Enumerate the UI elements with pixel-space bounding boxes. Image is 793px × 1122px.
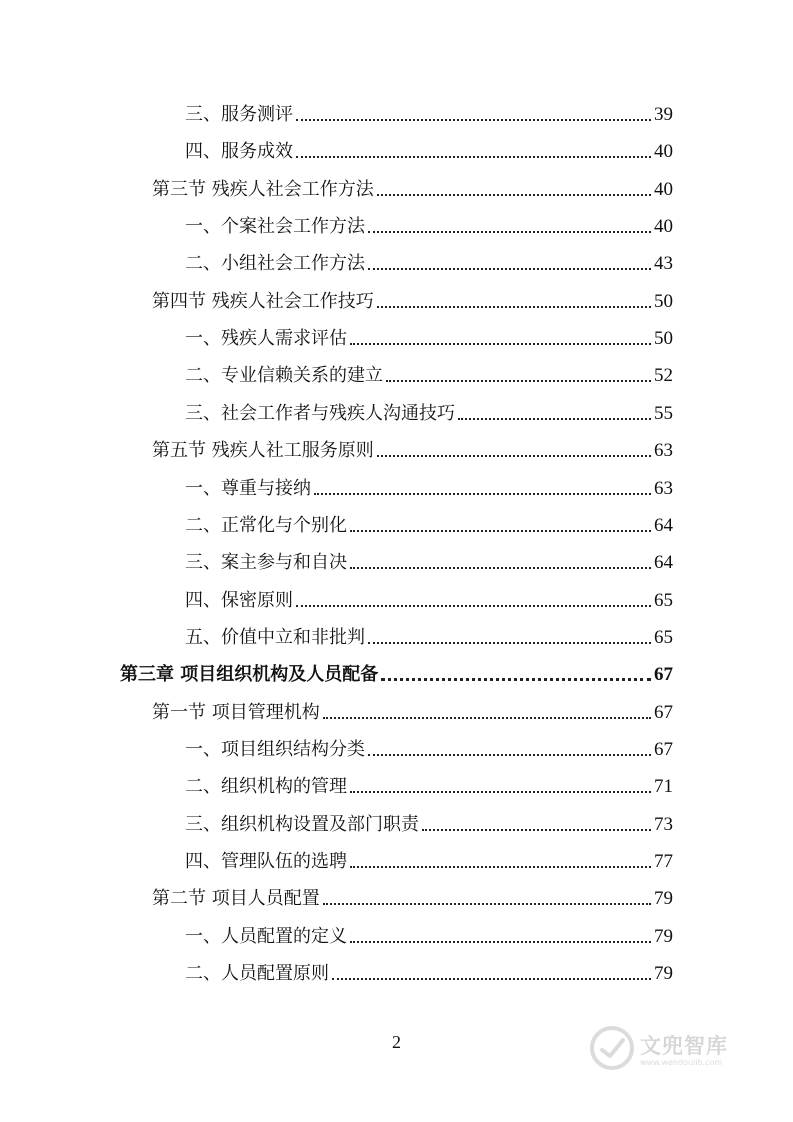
- toc-dot-leader: [377, 194, 651, 196]
- toc-entry[interactable]: [185, 922, 673, 948]
- toc-entry-label: 一、人员配置的定义: [185, 925, 347, 947]
- toc-entry-page: 63: [654, 477, 673, 499]
- toc-entry-page: 73: [654, 813, 673, 835]
- toc-entry-label: 四、管理队伍的选聘: [185, 851, 347, 872]
- toc-entry-page: 67: [654, 738, 673, 760]
- toc-dot-leader: [350, 866, 651, 868]
- toc-dot-leader: [350, 530, 651, 532]
- watermark-logo-icon: [590, 1026, 634, 1070]
- toc-entry-page: 64: [654, 552, 673, 574]
- toc-entry[interactable]: [185, 324, 673, 350]
- toc-entry-label: 第三节 残疾人社会工作方法: [152, 178, 374, 200]
- toc-entry-page: 64: [654, 514, 673, 536]
- toc-entry-label: 五、价值中立和非批判: [185, 626, 365, 648]
- toc-entry[interactable]: [185, 212, 673, 238]
- toc-entry-page: 52: [654, 365, 673, 387]
- toc-entry-page: 63: [654, 440, 673, 462]
- toc-entry[interactable]: [185, 772, 673, 798]
- toc-entry[interactable]: [185, 511, 673, 537]
- toc-entry-label: 一、残疾人需求评估: [185, 328, 347, 350]
- toc-entry-label: 二、小组社会工作方法: [185, 253, 365, 275]
- toc-entry[interactable]: [185, 735, 673, 761]
- toc-entry[interactable]: [185, 249, 673, 275]
- toc-entry-label: 一、项目组织结构分类: [185, 738, 365, 760]
- toc-dot-leader: [332, 978, 651, 980]
- toc-entry[interactable]: [185, 361, 673, 387]
- toc-dot-leader: [350, 941, 651, 943]
- toc-entry-label: 四、服务成效: [185, 141, 293, 163]
- toc-entry-label: 三、案主参与和自决: [185, 552, 347, 574]
- toc-dot-leader: [323, 717, 651, 719]
- toc-entry[interactable]: [185, 548, 673, 574]
- toc-entry-page: 39: [654, 104, 673, 125]
- toc-entry-page: 55: [654, 402, 673, 424]
- toc-entry-page: 40: [654, 141, 673, 163]
- toc-entry[interactable]: [152, 698, 673, 724]
- toc-entry-label: 第五节 残疾人社工服务原则: [152, 440, 374, 462]
- toc-dot-leader: [377, 306, 651, 308]
- toc-entry[interactable]: [152, 436, 673, 462]
- toc-entry-page: 65: [654, 626, 673, 648]
- toc-entry-page: 40: [654, 178, 673, 200]
- toc-entry-page: 43: [654, 253, 673, 275]
- toc-entry[interactable]: [185, 959, 673, 985]
- toc-entry-label: 第四节 残疾人社会工作技巧: [152, 290, 374, 312]
- toc-entry-label: 第二节 项目人员配置: [152, 888, 320, 910]
- toc-dot-leader: [458, 418, 651, 420]
- toc-dot-leader: [323, 903, 651, 905]
- toc-entry-page: 79: [654, 888, 673, 910]
- toc-entry[interactable]: [152, 175, 673, 201]
- toc-entry-page: 79: [654, 925, 673, 947]
- toc-entry-label: 四、保密原则: [185, 589, 293, 611]
- toc-dot-leader: [368, 754, 651, 756]
- toc-entry[interactable]: [120, 660, 673, 686]
- toc-entry-page: 67: [654, 664, 673, 686]
- toc-dot-leader: [368, 268, 651, 270]
- toc-dot-leader: [350, 567, 651, 569]
- toc-entry[interactable]: [185, 474, 673, 500]
- toc-entry[interactable]: [185, 399, 673, 425]
- toc-dot-leader: [296, 119, 651, 121]
- toc-entry[interactable]: [185, 847, 673, 873]
- toc-entry-page: 50: [654, 290, 673, 312]
- toc-dot-leader: [296, 156, 651, 158]
- toc-entry-label: 二、正常化与个别化: [185, 514, 347, 536]
- watermark: [590, 1018, 760, 1078]
- toc-entry[interactable]: [152, 287, 673, 313]
- toc-entry-label: 三、组织机构设置及部门职责: [185, 813, 419, 835]
- toc-entry[interactable]: [185, 137, 673, 163]
- toc-entry-label: 一、尊重与接纳: [185, 477, 311, 499]
- toc-entry-page: 77: [654, 851, 673, 872]
- toc-entry-label: 第三章 项目组织机构及人员配备: [120, 664, 379, 686]
- toc-entry[interactable]: [185, 810, 673, 836]
- toc-dot-leader: [381, 678, 651, 681]
- toc-entry-page: 50: [654, 328, 673, 350]
- toc-entry-label: 二、人员配置原则: [185, 963, 329, 985]
- page-number: 2: [392, 1032, 401, 1052]
- toc-dot-leader: [368, 231, 651, 233]
- toc-entry-page: 40: [654, 216, 673, 238]
- toc-dot-leader: [386, 380, 651, 382]
- toc-entry-page: 71: [654, 776, 673, 798]
- toc-entry-page: 79: [654, 963, 673, 985]
- toc-entry-label: 二、专业信赖关系的建立: [185, 365, 383, 387]
- toc-dot-leader: [377, 455, 651, 457]
- toc-dot-leader: [314, 493, 651, 495]
- watermark-name: 文兜智库: [640, 1033, 728, 1058]
- toc-entry-page: 67: [654, 701, 673, 723]
- toc-entry[interactable]: [185, 586, 673, 612]
- toc-entry-label: 三、服务测评: [185, 104, 293, 125]
- watermark-url: www.wendoulib.com: [640, 1057, 723, 1067]
- toc-dot-leader: [296, 605, 651, 607]
- toc-entry-label: 三、社会工作者与残疾人沟通技巧: [185, 402, 455, 424]
- toc-dot-leader: [350, 343, 651, 345]
- toc-entry[interactable]: [185, 623, 673, 649]
- toc-dot-leader: [368, 642, 651, 644]
- toc-entry-label: 第一节 项目管理机构: [152, 701, 320, 723]
- toc-entry-label: 二、组织机构的管理: [185, 776, 347, 798]
- toc-dot-leader: [422, 829, 651, 831]
- toc-dot-leader: [350, 791, 651, 793]
- toc-entry-label: 一、个案社会工作方法: [185, 216, 365, 238]
- toc-entry[interactable]: [152, 884, 673, 910]
- toc-entry[interactable]: [185, 100, 673, 126]
- toc-entry-page: 65: [654, 589, 673, 611]
